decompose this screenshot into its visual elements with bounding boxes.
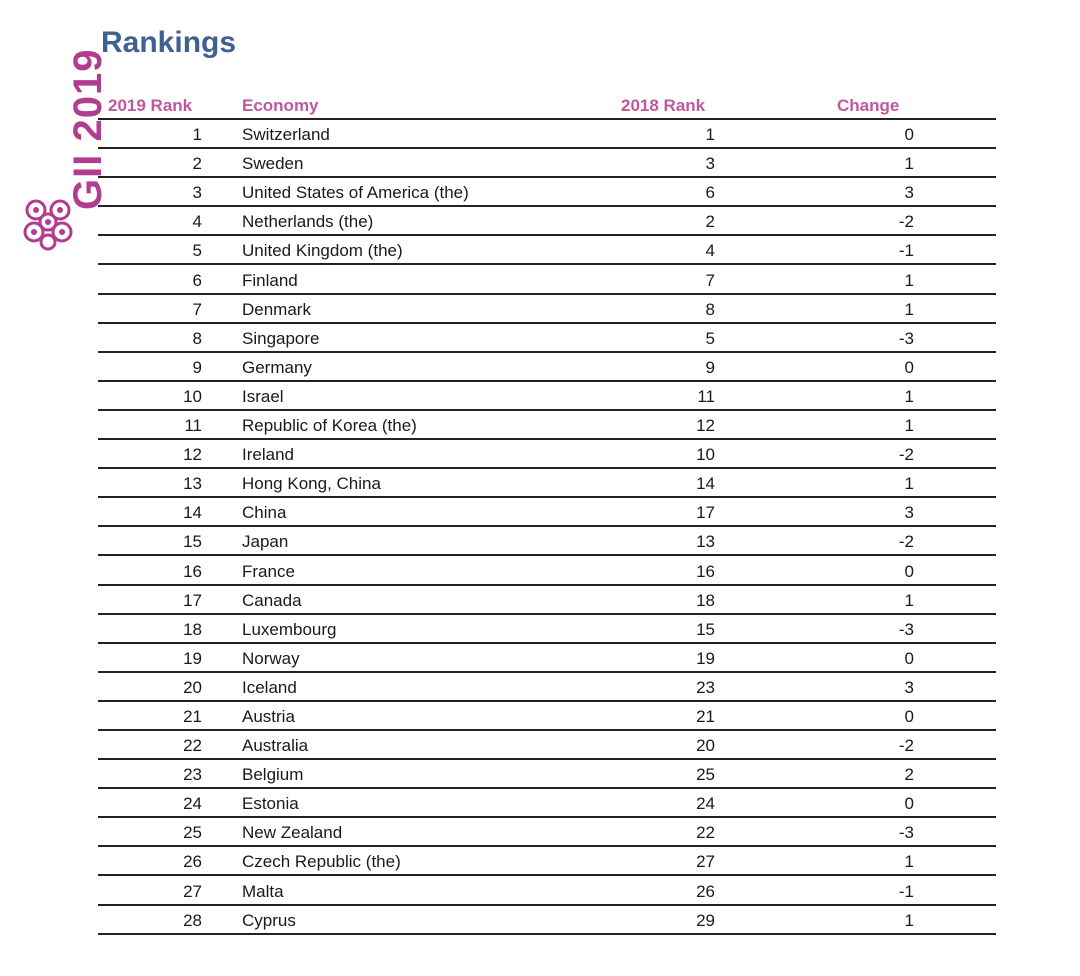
- change-cell: -3: [898, 328, 914, 348]
- change-cell: 3: [904, 503, 914, 523]
- rank-2019-cell: 24: [183, 794, 202, 814]
- economy-cell: Czech Republic (the): [242, 852, 401, 872]
- rank-2019-cell: 11: [184, 416, 202, 436]
- rank-2019-cell: 1: [192, 125, 202, 145]
- economy-cell: China: [242, 503, 287, 523]
- rank-2019-cell: 12: [183, 445, 202, 465]
- change-cell: -1: [898, 881, 914, 901]
- rank-2019-cell: 3: [192, 183, 202, 203]
- rank-2019-cell: 18: [183, 619, 202, 639]
- rank-2018-cell: 20: [696, 736, 715, 756]
- table-row: [98, 236, 996, 265]
- rank-2019-cell: 8: [192, 328, 202, 348]
- change-cell: 1: [904, 270, 914, 290]
- rank-2018-cell: 11: [697, 386, 715, 406]
- change-cell: 1: [904, 910, 914, 930]
- rank-2018-cell: 12: [696, 416, 715, 436]
- change-cell: 1: [904, 386, 914, 406]
- economy-cell: Switzerland: [242, 125, 330, 145]
- change-cell: 2: [904, 765, 914, 785]
- table-row: [98, 207, 996, 236]
- rank-2018-cell: 7: [705, 270, 715, 290]
- change-cell: 3: [904, 677, 914, 697]
- rank-2018-cell: 19: [696, 648, 715, 668]
- economy-cell: United Kingdom (the): [242, 241, 403, 261]
- rank-2018-cell: 29: [696, 910, 715, 930]
- economy-cell: New Zealand: [242, 823, 343, 843]
- change-cell: 1: [904, 474, 914, 494]
- table-row: [98, 615, 996, 644]
- change-cell: -3: [898, 823, 914, 843]
- table-row: [98, 265, 996, 294]
- table-row: [98, 818, 996, 847]
- economy-cell: Netherlands (the): [242, 212, 374, 232]
- change-cell: 0: [904, 794, 914, 814]
- table-row: [98, 353, 996, 382]
- rank-2019-cell: 9: [192, 357, 202, 377]
- table-body: [98, 120, 996, 935]
- rank-2018-cell: 1: [705, 125, 715, 145]
- change-cell: 0: [904, 357, 914, 377]
- economy-cell: Finland: [242, 270, 298, 290]
- table-header: [98, 92, 996, 120]
- rank-2018-cell: 6: [705, 183, 715, 203]
- rank-2019-cell: 13: [183, 474, 202, 494]
- change-cell: -1: [898, 241, 914, 261]
- rank-2018-cell: 4: [705, 241, 715, 261]
- change-cell: 1: [904, 590, 914, 610]
- economy-cell: Iceland: [242, 677, 297, 697]
- table-row: [98, 556, 996, 585]
- change-cell: -2: [898, 212, 914, 232]
- rank-2018-cell: 16: [696, 561, 715, 581]
- economy-cell: Republic of Korea (the): [242, 416, 417, 436]
- rank-2018-cell: 15: [696, 619, 715, 639]
- economy-cell: Singapore: [242, 328, 320, 348]
- rank-2018-cell: 13: [696, 532, 715, 552]
- economy-cell: Canada: [242, 590, 302, 610]
- rank-2019-cell: 7: [192, 299, 202, 319]
- rank-2019-cell: 28: [183, 910, 202, 930]
- rank-2019-cell: 22: [183, 736, 202, 756]
- economy-cell: Israel: [242, 386, 284, 406]
- table-row: [98, 295, 996, 324]
- rank-2019-cell: 21: [183, 706, 202, 726]
- rank-2018-cell: 3: [705, 154, 715, 174]
- economy-cell: United States of America (the): [242, 183, 469, 203]
- rank-2019-cell: 19: [183, 648, 202, 668]
- change-cell: 1: [904, 299, 914, 319]
- change-cell: 0: [904, 125, 914, 145]
- rank-2018-cell: 27: [696, 852, 715, 872]
- rank-2018-cell: 9: [705, 357, 715, 377]
- economy-cell: Belgium: [242, 765, 304, 785]
- table-row: [98, 178, 996, 207]
- table-row: [98, 527, 996, 556]
- rankings-table: [98, 92, 996, 935]
- rank-2019-cell: 6: [192, 270, 202, 290]
- rank-2019-cell: 15: [183, 532, 202, 552]
- rank-2018-cell: 26: [696, 881, 715, 901]
- change-cell: -2: [898, 736, 914, 756]
- table-row: [98, 120, 996, 149]
- change-cell: 0: [904, 561, 914, 581]
- rank-2019-cell: 23: [183, 765, 202, 785]
- sidebar-brand: [18, 22, 110, 252]
- table-row: [98, 673, 996, 702]
- change-cell: 1: [904, 852, 914, 872]
- rank-2019-cell: 26: [183, 852, 202, 872]
- rank-2018-cell: 25: [696, 765, 715, 785]
- rank-2018-cell: 17: [696, 503, 715, 523]
- header-change: Change: [837, 96, 900, 115]
- economy-cell: Norway: [242, 648, 300, 668]
- change-cell: 1: [904, 154, 914, 174]
- economy-cell: Luxembourg: [242, 619, 337, 639]
- economy-cell: Australia: [242, 736, 309, 756]
- table-row: [98, 644, 996, 673]
- economy-cell: Sweden: [242, 154, 304, 174]
- economy-cell: Japan: [242, 532, 289, 552]
- table-row: [98, 906, 996, 935]
- rank-2018-cell: 23: [696, 677, 715, 697]
- economy-cell: France: [242, 561, 295, 581]
- change-cell: 0: [904, 648, 914, 668]
- rank-2018-cell: 21: [696, 706, 715, 726]
- table-row: [98, 382, 996, 411]
- table-row: [98, 847, 996, 876]
- page-title: Rankings: [101, 26, 237, 59]
- economy-cell: Germany: [242, 357, 312, 377]
- rank-2018-cell: 22: [696, 823, 715, 843]
- table-row: [98, 760, 996, 789]
- table-row: [98, 876, 996, 905]
- economy-cell: Estonia: [242, 794, 299, 814]
- table-row: [98, 469, 996, 498]
- rank-2019-cell: 2: [192, 154, 202, 174]
- table-row: [98, 149, 996, 178]
- rank-2019-cell: 5: [192, 241, 202, 261]
- change-cell: -2: [898, 445, 914, 465]
- economy-cell: Malta: [242, 881, 284, 901]
- header-2018-rank: 2018 Rank: [621, 96, 706, 115]
- rank-2019-cell: 14: [183, 503, 202, 523]
- table-row: [98, 324, 996, 353]
- table-row: [98, 440, 996, 469]
- rank-2019-cell: 4: [192, 212, 202, 232]
- table-row: [98, 789, 996, 818]
- table-row: [98, 411, 996, 440]
- economy-cell: Cyprus: [242, 910, 296, 930]
- table-row: [98, 498, 996, 527]
- change-cell: 3: [904, 183, 914, 203]
- header-economy: Economy: [242, 96, 319, 115]
- rank-2018-cell: 24: [696, 794, 715, 814]
- header-2019-rank: 2019 Rank: [108, 96, 193, 115]
- report-label: GII 2019: [66, 48, 110, 210]
- change-cell: 0: [904, 706, 914, 726]
- rank-2018-cell: 8: [705, 299, 715, 319]
- rank-2019-cell: 17: [183, 590, 202, 610]
- economy-cell: Denmark: [242, 299, 311, 319]
- flower-emblem-icon: [20, 192, 76, 252]
- rank-2018-cell: 18: [696, 590, 715, 610]
- rank-2019-cell: 20: [183, 677, 202, 697]
- change-cell: -2: [898, 532, 914, 552]
- rank-2019-cell: 27: [183, 881, 202, 901]
- rank-2018-cell: 14: [696, 474, 715, 494]
- change-cell: 1: [904, 416, 914, 436]
- economy-cell: Ireland: [242, 445, 294, 465]
- rank-2018-cell: 5: [705, 328, 715, 348]
- table-row: [98, 702, 996, 731]
- rank-2019-cell: 10: [183, 386, 202, 406]
- rank-2018-cell: 10: [696, 445, 715, 465]
- rank-2019-cell: 16: [183, 561, 202, 581]
- change-cell: -3: [898, 619, 914, 639]
- economy-cell: Austria: [242, 706, 295, 726]
- table-row: [98, 586, 996, 615]
- rank-2019-cell: 25: [183, 823, 202, 843]
- table-row: [98, 731, 996, 760]
- economy-cell: Hong Kong, China: [242, 474, 381, 494]
- rank-2018-cell: 2: [705, 212, 715, 232]
